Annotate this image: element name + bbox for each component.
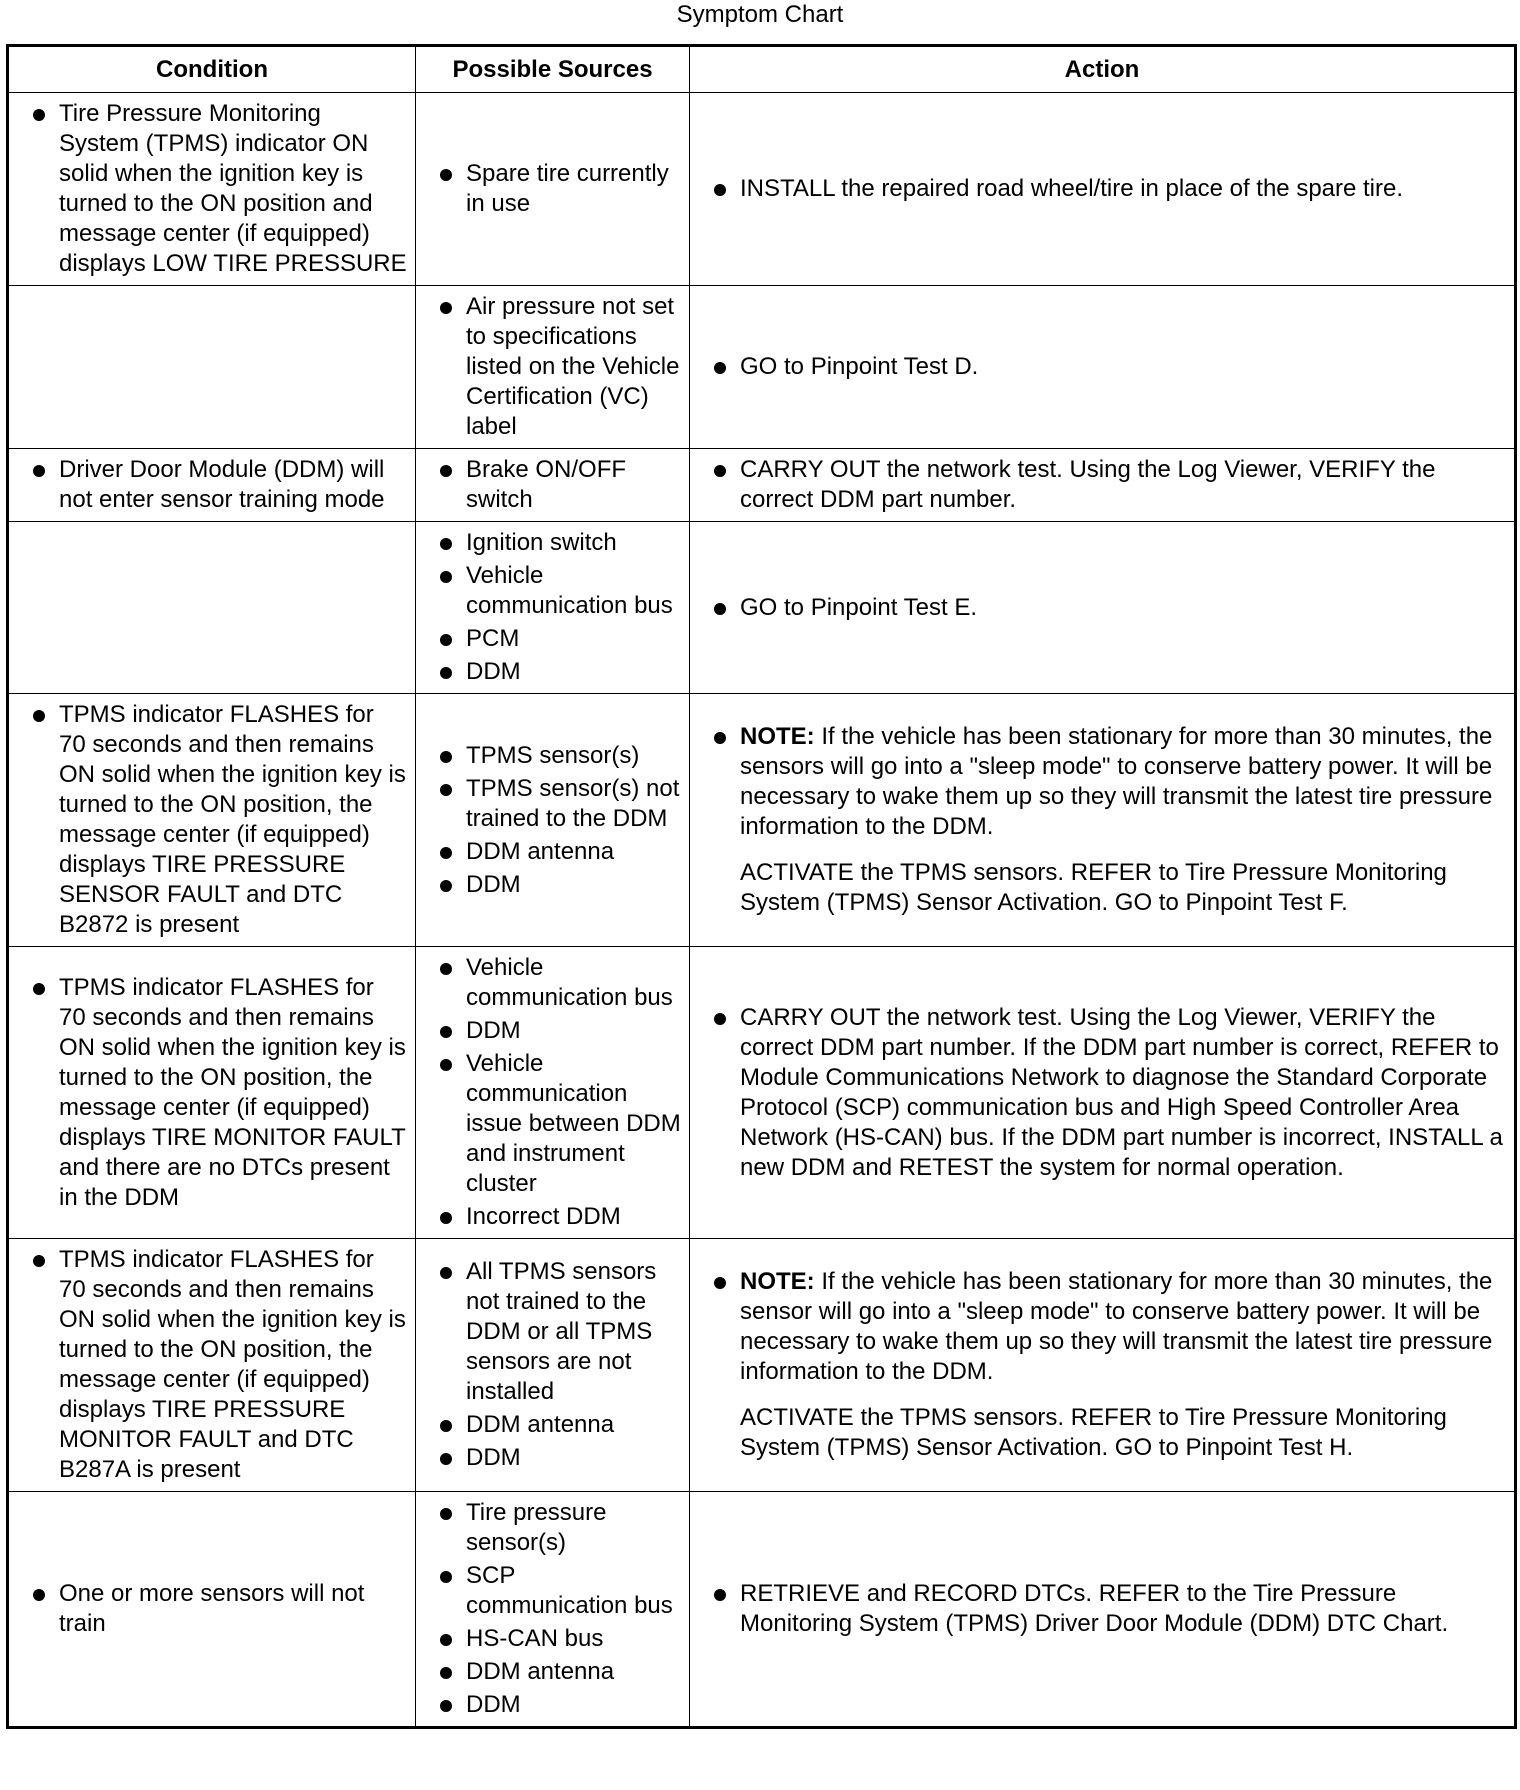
list-item: Ignition switch — [426, 528, 681, 558]
action-cell — [690, 1492, 1516, 1728]
note-label: NOTE: — [740, 723, 815, 750]
list-item: TPMS sensor(s) not trained to the DDM — [426, 774, 681, 834]
possible-sources-list — [426, 528, 681, 687]
possible-sources-list — [426, 455, 681, 515]
list-item: Vehicle communication bus — [426, 561, 681, 621]
symptom-chart-table — [6, 44, 1517, 1729]
table-row — [8, 286, 1516, 449]
action-cell — [690, 522, 1516, 694]
list-item: TPMS indicator FLASHES for 70 seconds and then remains ON solid when the ignition key is turned to the ON position, the message center (if equipped) displays TIRE MONITOR FAULT and there are no DTCs present in the DDM — [19, 973, 407, 1213]
list-item: HS-CAN bus — [426, 1624, 681, 1654]
list-item: CARRY OUT the network test. Using the Log Viewer, VERIFY the correct DDM part number. If the DDM part number is correct, REFER to Module Communications Network to diagnose the Standard Corporate Protocol (SCP) communication bus and High Speed Controller Area Network (HS-CAN) bus. If the DDM part number is incorrect, INSTALL a new DDM and RETEST the system for normal operation. — [700, 1003, 1506, 1183]
list-item: DDM antenna — [426, 1657, 681, 1687]
possible-sources-list — [426, 953, 681, 1232]
list-item: TPMS indicator FLASHES for 70 seconds and then remains ON solid when the ignition key is turned to the ON position, the message center (if equipped) displays TIRE PRESSURE SENSOR FAULT and DTC B2872 is present — [19, 700, 407, 940]
possible-sources-cell — [416, 449, 690, 522]
condition-list — [19, 455, 407, 515]
list-item: Brake ON/OFF switch — [426, 455, 681, 515]
action-cell — [690, 93, 1516, 286]
action-list — [700, 722, 1506, 918]
action-cell — [690, 1239, 1516, 1492]
list-item: One or more sensors will not train — [19, 1579, 407, 1639]
table-row — [8, 947, 1516, 1239]
table-header-row — [8, 46, 1516, 93]
action-list — [700, 1003, 1506, 1183]
action-paragraph: ACTIVATE the TPMS sensors. REFER to Tire Pressure Monitoring System (TPMS) Sensor Activation. GO to Pinpoint Test F. — [740, 859, 1447, 916]
possible-sources-list — [426, 292, 681, 442]
list-item: GO to Pinpoint Test D. — [700, 352, 1506, 382]
condition-cell — [8, 1492, 416, 1728]
condition-cell — [8, 522, 416, 694]
action-cell — [690, 449, 1516, 522]
table-row — [8, 449, 1516, 522]
possible-sources-list — [426, 1257, 681, 1473]
table-row — [8, 93, 1516, 286]
page-title: Symptom Chart — [676, 1, 844, 28]
condition-list — [19, 99, 407, 279]
action-list — [700, 1267, 1506, 1463]
list-item: INSTALL the repaired road wheel/tire in place of the spare tire. — [700, 174, 1506, 204]
note-item — [700, 1267, 1506, 1463]
possible-sources-list — [426, 741, 681, 900]
condition-cell — [8, 947, 416, 1239]
list-item: Vehicle communication bus — [426, 953, 681, 1013]
condition-cell — [8, 1239, 416, 1492]
possible-sources-cell — [416, 522, 690, 694]
action-cell — [690, 694, 1516, 947]
action-list — [700, 593, 1506, 623]
header-possible-sources: Possible Sources — [416, 46, 690, 93]
action-cell — [690, 286, 1516, 449]
list-item: DDM — [426, 1690, 681, 1720]
list-item: DDM antenna — [426, 837, 681, 867]
header-action: Action — [690, 46, 1516, 93]
condition-cell — [8, 449, 416, 522]
list-item: TPMS sensor(s) — [426, 741, 681, 771]
list-item: All TPMS sensors not trained to the DDM or all TPMS sensors are not installed — [426, 1257, 681, 1407]
list-item: DDM — [426, 1443, 681, 1473]
list-item: GO to Pinpoint Test E. — [700, 593, 1506, 623]
table-row — [8, 1239, 1516, 1492]
condition-cell — [8, 93, 416, 286]
condition-cell — [8, 694, 416, 947]
list-item: PCM — [426, 624, 681, 654]
table-row — [8, 522, 1516, 694]
condition-list — [19, 1579, 407, 1639]
list-item: DDM — [426, 870, 681, 900]
header-condition: Condition — [8, 46, 416, 93]
possible-sources-cell — [416, 1239, 690, 1492]
possible-sources-list — [426, 1498, 681, 1720]
list-item: TPMS indicator FLASHES for 70 seconds and then remains ON solid when the ignition key is turned to the ON position, the message center (if equipped) displays TIRE PRESSURE MONITOR FAULT and DTC B287A is present — [19, 1245, 407, 1485]
action-list — [700, 174, 1506, 204]
action-list — [700, 455, 1506, 515]
note-text: If the vehicle has been stationary for more than 30 minutes, the sensor will go into a "sleep mode" to conserve battery power. It will be necessary to wake them up so they will transmit the latest tire pressure information to the DDM. — [740, 1268, 1493, 1385]
action-list — [700, 352, 1506, 382]
action-paragraph: ACTIVATE the TPMS sensors. REFER to Tire Pressure Monitoring System (TPMS) Sensor Activation. GO to Pinpoint Test H. — [740, 1404, 1447, 1461]
note-text: If the vehicle has been stationary for more than 30 minutes, the sensors will go into a "sleep mode" to conserve battery power. It will be necessary to wake them up so they will transmit the latest tire pressure information to the DDM. — [740, 723, 1493, 840]
condition-list — [19, 1245, 407, 1485]
list-item: RETRIEVE and RECORD DTCs. REFER to the Tire Pressure Monitoring System (TPMS) Driver Door Module (DDM) DTC Chart. — [700, 1579, 1506, 1639]
list-item: DDM — [426, 657, 681, 687]
note-label: NOTE: — [740, 1268, 815, 1295]
condition-list — [19, 973, 407, 1213]
list-item: CARRY OUT the network test. Using the Log Viewer, VERIFY the correct DDM part number. — [700, 455, 1506, 515]
list-item: Spare tire currently in use — [426, 159, 681, 219]
table-row — [8, 694, 1516, 947]
possible-sources-list — [426, 159, 681, 219]
possible-sources-cell — [416, 286, 690, 449]
possible-sources-cell — [416, 93, 690, 286]
list-item: Vehicle communication issue between DDM and instrument cluster — [426, 1049, 681, 1199]
possible-sources-cell — [416, 947, 690, 1239]
action-cell — [690, 947, 1516, 1239]
table-row — [8, 1492, 1516, 1728]
action-list — [700, 1579, 1506, 1639]
list-item: Incorrect DDM — [426, 1202, 681, 1232]
list-item: DDM — [426, 1016, 681, 1046]
list-item: DDM antenna — [426, 1410, 681, 1440]
condition-list — [19, 700, 407, 940]
possible-sources-cell — [416, 1492, 690, 1728]
list-item: SCP communication bus — [426, 1561, 681, 1621]
condition-cell — [8, 286, 416, 449]
list-item: Tire Pressure Monitoring System (TPMS) indicator ON solid when the ignition key is turned to the ON position and message center (if equipped) displays LOW TIRE PRESSURE — [19, 99, 407, 279]
list-item: Tire pressure sensor(s) — [426, 1498, 681, 1558]
possible-sources-cell — [416, 694, 690, 947]
list-item: Air pressure not set to specifications listed on the Vehicle Certification (VC) label — [426, 292, 681, 442]
note-item — [700, 722, 1506, 918]
list-item: Driver Door Module (DDM) will not enter sensor training mode — [19, 455, 407, 515]
